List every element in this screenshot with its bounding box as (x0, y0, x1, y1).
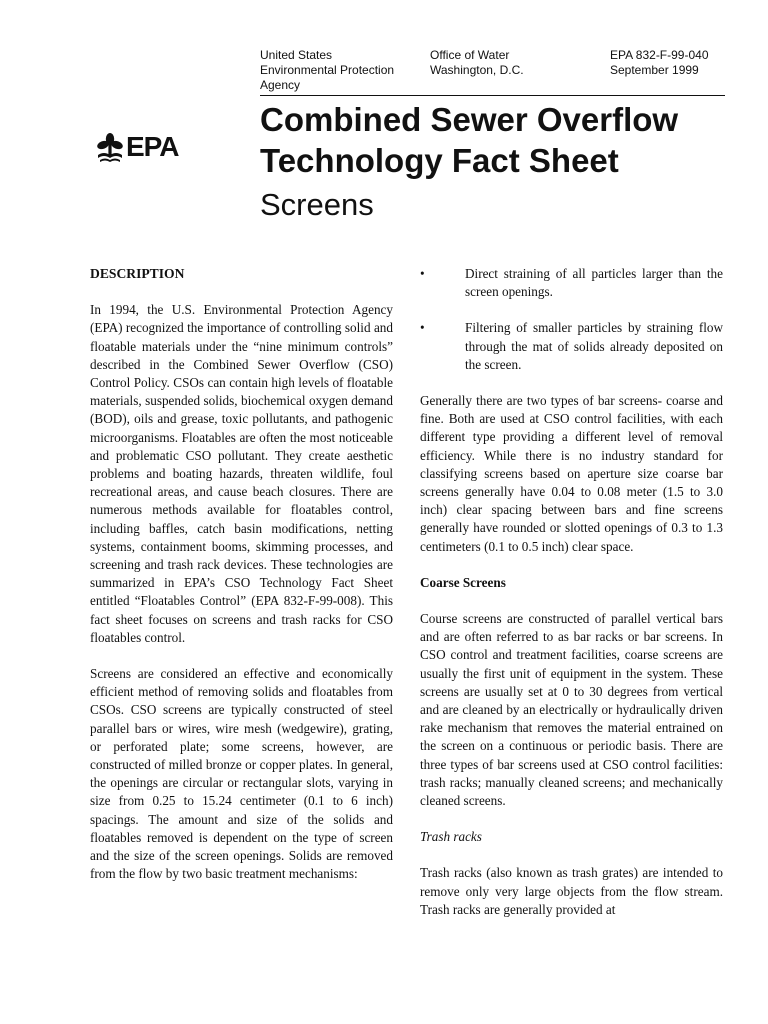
header-agency (260, 48, 394, 93)
epa-flower-icon (96, 131, 124, 163)
header-office-line: Office of Water (430, 48, 510, 62)
left-column (90, 265, 393, 884)
title-line: Combined Sewer Overflow (260, 101, 679, 138)
header-doc-line: September 1999 (610, 63, 699, 77)
paragraph: Generally there are two types of bar screens- coarse and fine. Both are used at CSO control facilities, with each different type providing a different level of removal efficiency. While there is no industry standard for classifying screens based on aperture size coarse bar screens generally have 0.04 to 0.08 meter (1.5 to 3.0 inch) clear spacing between bars and fine screens generally have rounded or slotted openings of 0.3 to 1.3 centimeters (0.1 to 0.5 inch) clear space. (420, 393, 723, 554)
right-column (420, 265, 723, 919)
paragraph: In 1994, the U.S. Environmental Protection Agency (EPA) recognized the importance of controlling solid and floatable materials under the “nine minimum controls” described in the Combined Sewer Overflow (CSO) Control Policy. CSOs can contain high levels of floatable materials, suspended solids, biochemical oxygen demand (BOD), oils and grease, toxic pollutants, and pathogenic microorganisms. Floatables are often the most noticeable and problematic CSO pollutant. They create aesthetic problems and boating hazards, threaten wildlife, foul recreational areas, and cause beach closures. There are numerous methods available for floatables control, including baffles, catch basin modifications, netting systems, containment booms, skimming processes, and screening and trash rack devices. These technologies are summarized in EPA’s CSO Technology Fact Sheet entitled “Floatables Control” (EPA 832-F-99-008). This fact sheet focuses on screens and trash racks for CSO floatables control. (90, 302, 393, 645)
paragraph: Trash racks (also known as trash grates) are intended to remove only very large objects from the flow stream. Trash racks are generally provided at (420, 865, 723, 917)
header-rule (260, 95, 725, 96)
title-line: Technology Fact Sheet (260, 142, 619, 179)
bullet-item (420, 265, 723, 301)
header-agency-line: United States (260, 48, 333, 62)
paragraph: Course screens are constructed of parallel vertical bars and are often referred to as bar racks or bar screens. In CSO control and treatment facilities, coarse screens are usually the first unit of equipment in the system. These screens are usually set at 0 to 30 degrees from vertical and are cleaned by an electrically or hydraulically driven rake mechanism that removes the material entrained on the screen on a continuous or periodic basis. There are three types of bar screens used at CSO control facilities: trash racks; manually cleaned screens; and mechanically cleaned screens. (420, 611, 723, 809)
header-agency-line: Environmental Protection (260, 63, 395, 77)
bullet-text: Filtering of smaller particles by straining flow through the mat of solids already deposited on the screen. (465, 320, 723, 372)
section-heading-description: DESCRIPTION (90, 266, 185, 281)
header-office-line: Washington, D.C. (430, 63, 524, 77)
header-doc-line: EPA 832-F-99-040 (610, 48, 709, 62)
page-subtitle: Screens (260, 187, 374, 222)
section-heading-coarse-screens: Coarse Screens (420, 574, 506, 590)
header-office (430, 48, 524, 78)
bullet-icon: • (420, 266, 425, 281)
epa-logo-text: EPA (126, 131, 179, 162)
subheading-trash-racks: Trash racks (420, 829, 482, 845)
bullet-icon: • (420, 320, 425, 336)
epa-logo (96, 130, 179, 164)
header-doc-number (610, 48, 709, 78)
bullet-text: Direct straining of all particles larger than the screen openings. (465, 266, 723, 300)
bullet-item (420, 319, 723, 374)
page-title (260, 99, 678, 181)
paragraph: Screens are considered an effective and economically efficient method of removing solids and floatables from CSOs. CSO screens are typically constructed of steel parallel bars or wires, wire mesh (wedgewire), grating, or perforated plate; some screens, however, are constructed of milled bronze or copper plates. In general, the openings are circular or rectangular slots, varying in size from 0.25 to 15.24 centimeter (0.1 to 6 inch) spacings. The amount and size of the solids and floatables removed is dependent on the type of screen and the size of the screen openings. Solids are removed from the flow by two basic treatment mechanisms: (90, 666, 393, 882)
header-agency-line: Agency (260, 78, 301, 92)
